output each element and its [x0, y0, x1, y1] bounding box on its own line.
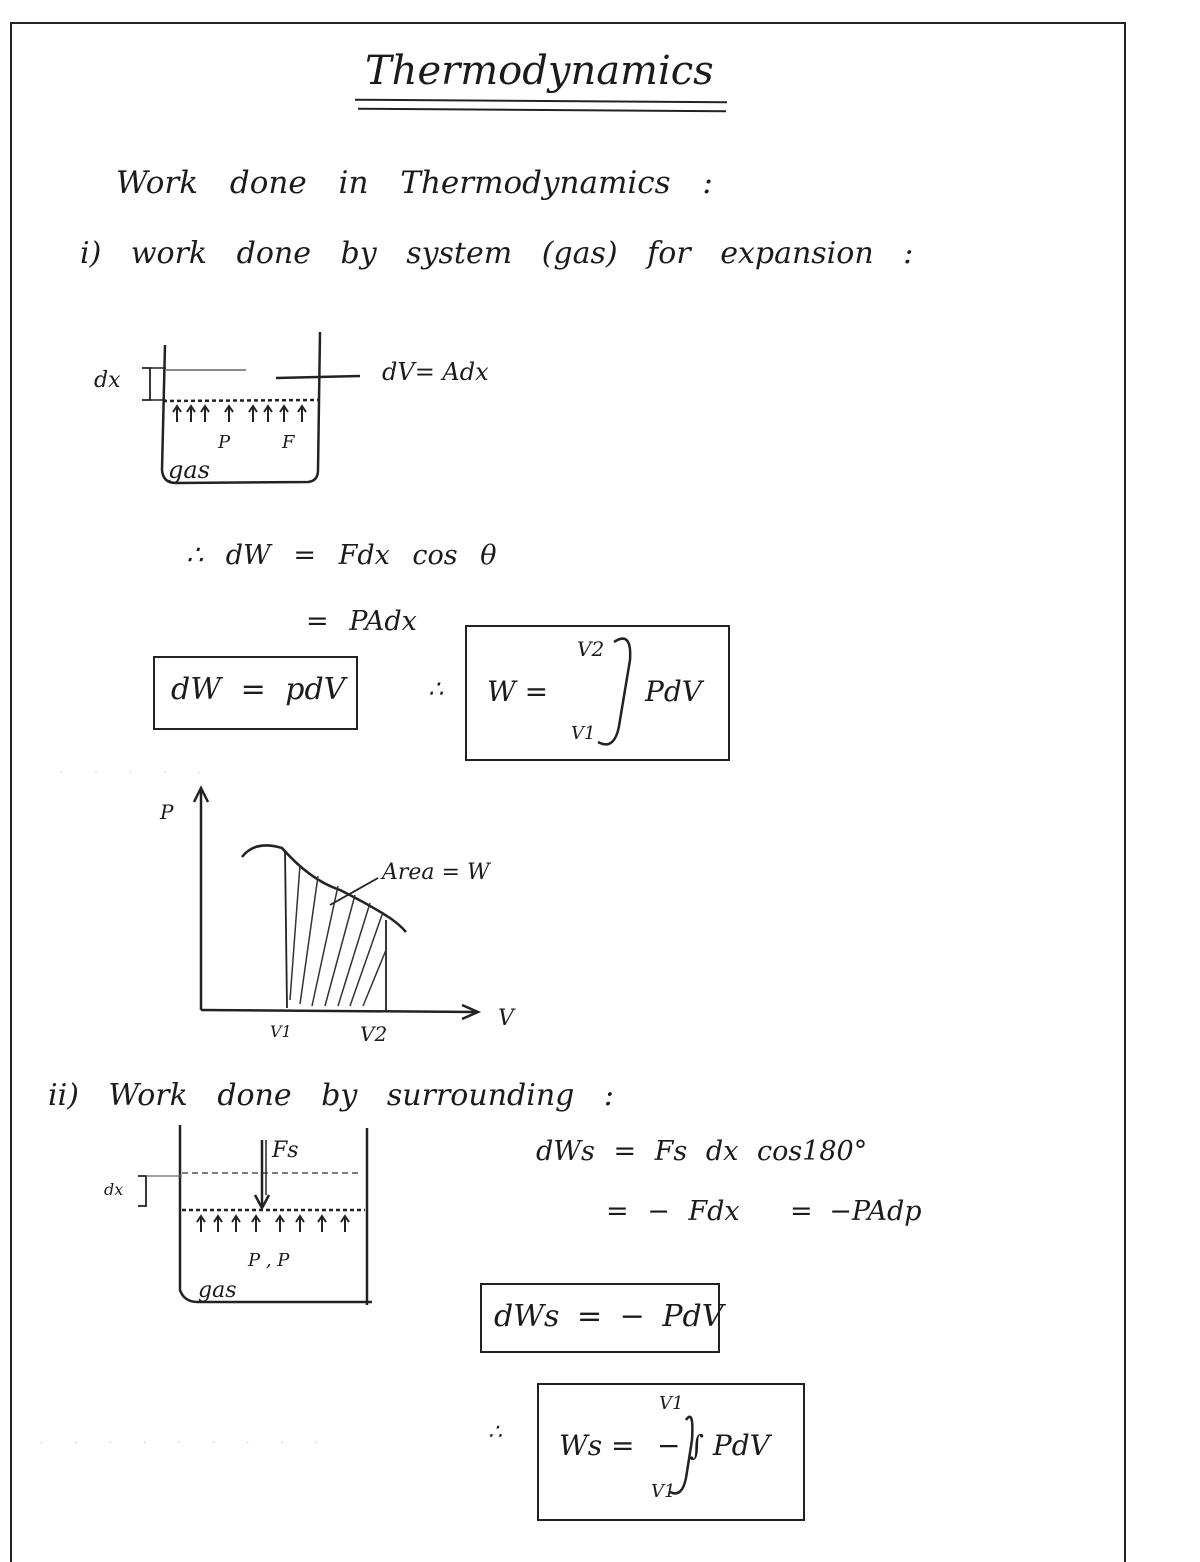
graph-v2-label: V2 — [360, 1022, 388, 1046]
section1-heading: i) work done by system (gas) for expansion : — [80, 236, 914, 271]
dx-label-1: dx — [94, 368, 121, 393]
equation-padx: = PAdx — [306, 606, 417, 637]
dv-label: dV= Adx — [382, 358, 489, 386]
force-label-1: F — [282, 432, 295, 453]
pressure-label-1: P — [218, 432, 231, 453]
scan-dots-2: · · · · · · · · · — [40, 1438, 333, 1449]
lower-limit-1: V1 — [571, 723, 596, 744]
pv-graph — [194, 788, 478, 1019]
equation-dw-force: ∴ dW = Fdx cos θ — [186, 540, 497, 571]
area-label: Area = W — [382, 860, 490, 885]
pressure-arrows-2 — [197, 1216, 349, 1232]
gas-label-1: gas — [168, 456, 210, 484]
boxed-work-integral — [465, 625, 730, 761]
upper-limit-2: V1 — [659, 1393, 684, 1414]
surrounding-force-label: Fs — [272, 1138, 299, 1163]
graph-v1-label: V1 — [270, 1022, 292, 1041]
equation-dws-cos180: dWs = Fs dx cos180° — [536, 1136, 868, 1167]
boxed-equation-dws — [480, 1283, 724, 1353]
scan-dots-1: · · · · · — [60, 768, 215, 779]
surrounding-work-lhs: Ws = — [559, 1429, 635, 1462]
dx-label-2: dx — [104, 1180, 124, 1199]
pressure-arrows-1 — [173, 406, 306, 422]
equation-minus-fdx: = − Fdx — [606, 1196, 740, 1227]
upper-limit-1: V2 — [577, 637, 605, 661]
boxed-dws-text: dWs = − PdV — [494, 1299, 724, 1334]
section2-heading: ii) Work done by surrounding : — [48, 1078, 614, 1113]
gas-label-2: gas — [198, 1278, 237, 1303]
boxed-equation-dw — [153, 656, 358, 730]
integrand-1: PdV — [645, 675, 702, 708]
graph-xlabel: V — [498, 1006, 514, 1031]
work-lhs: W = — [487, 675, 549, 708]
integrand-2: − ∫ PdV — [657, 1429, 770, 1462]
piston-diagram-2 — [138, 1125, 372, 1305]
equation-minus-padp: = −PAdp — [790, 1196, 922, 1227]
therefore-symbol-2: ∴ — [488, 1420, 502, 1445]
boxed-surrounding-integral — [537, 1383, 805, 1521]
lower-limit-2: V1 — [651, 1481, 676, 1502]
pressure-label-2: P , P — [248, 1250, 290, 1271]
therefore-symbol-1: ∴ — [428, 675, 444, 703]
boxed-dw-text: dW = pdV — [171, 672, 346, 707]
pv-curve — [242, 845, 406, 932]
pv-hatching — [290, 865, 386, 1006]
main-heading: Work done in Thermodynamics : — [116, 165, 713, 201]
page-title: Thermodynamics — [365, 48, 714, 94]
graph-ylabel: P — [160, 800, 174, 824]
